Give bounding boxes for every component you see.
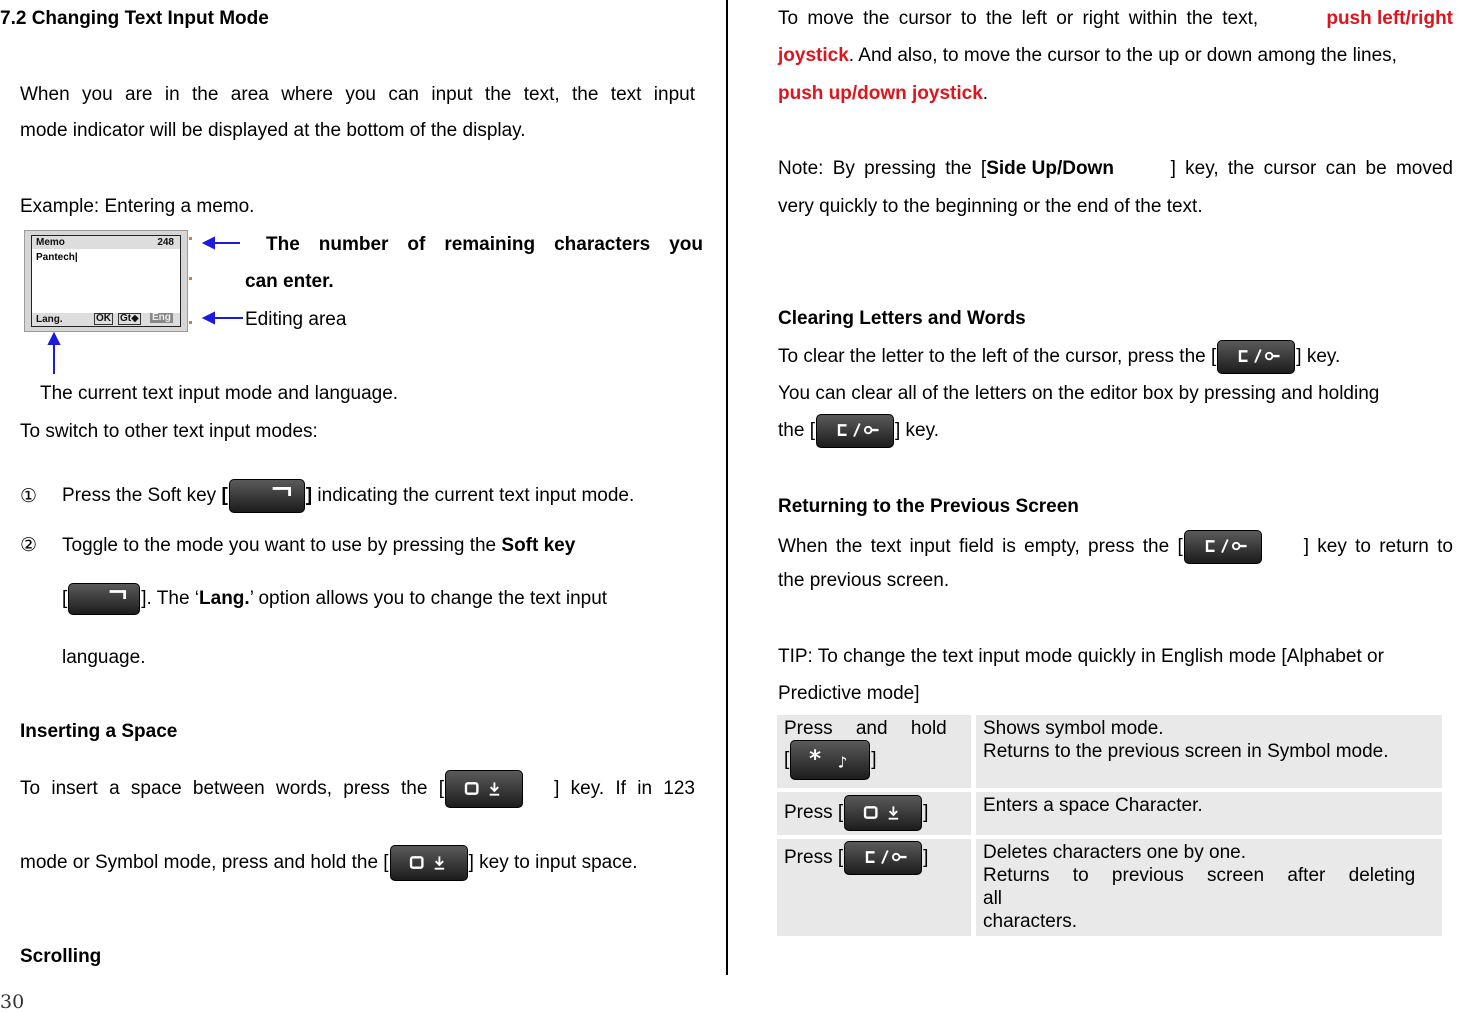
screen-title: Memo [36, 237, 65, 248]
bracket: ] [305, 485, 313, 506]
soft-key-icon [68, 583, 140, 615]
desc-text: Returns to previous screen after deleting all [983, 865, 1416, 909]
table-key-cell [777, 792, 971, 835]
screen-text: Pantech| [36, 252, 78, 263]
note-line-2: very quickly to the beginning or the end of the text. [778, 196, 1203, 217]
clear-key-icon [844, 841, 922, 875]
screen-char-count: 248 [157, 237, 174, 248]
key-pre-text: Press [ [784, 802, 844, 824]
step-2-bold: Soft key [501, 535, 576, 556]
desc-line: Deletes characters one by one. [983, 842, 1246, 863]
screen-lang-label: Lang. [36, 314, 63, 325]
space-text-end: ] key. If in 123 [554, 778, 695, 799]
space-heading: Inserting a Space [20, 721, 178, 742]
cursor-line-1 [778, 8, 1453, 30]
column-divider [726, 0, 728, 975]
page-number: 30 [0, 991, 25, 1013]
table-desc-cell [976, 792, 1442, 835]
annotation-mode: The current text input mode and language. [40, 383, 399, 404]
note-text-end: ] key, the cursor can be moved [1170, 158, 1453, 179]
note-line-1 [778, 158, 1453, 180]
cursor-text: To move the cursor to the left or right within the text, [778, 8, 1259, 29]
section-heading: 7.2 Changing Text Input Mode [0, 8, 269, 29]
step-2-line-3: language. [62, 647, 146, 668]
space-line-2 [20, 841, 638, 885]
annotation-remaining-1: The number of remaining characters you [266, 234, 703, 255]
clear-text: To clear the letter to the left of the cursor, press the [ [778, 346, 1217, 367]
bracket: [ [62, 588, 68, 609]
annotation-arrows [40, 228, 250, 378]
clear-key-icon [1184, 530, 1262, 564]
table-desc-cell [976, 839, 1442, 936]
step-2-text: ]. The ‘ [141, 588, 200, 609]
svg-text:♪: ♪ [837, 753, 848, 772]
space-key-icon [390, 845, 468, 881]
cursor-red: joystick [778, 45, 849, 66]
scroll-heading: Scrolling [20, 946, 102, 967]
step-1-text-end: indicating the current text input mode. [312, 485, 635, 506]
bracket: ] [871, 749, 877, 771]
annotation-remaining-2: can enter. [245, 271, 334, 292]
clear-line-2: You can clear all of the letters on the editor box by pressing and holding [778, 383, 1380, 404]
step-2-text-end: ’ option allows you to change the text input [249, 588, 608, 609]
return-heading: Returning to the Previous Screen [778, 496, 1079, 517]
step-1 [62, 470, 634, 522]
annotation-editing-area: Editing area [245, 309, 347, 330]
return-line-1 [778, 522, 1453, 572]
space-key-icon [844, 795, 922, 831]
step-2-line-1 [62, 535, 575, 557]
space-key-icon [445, 770, 523, 808]
table-row [777, 839, 1442, 936]
cursor-red: push up/down joystick [778, 83, 983, 104]
step-1-number: ① [20, 486, 38, 507]
key-icon-line [784, 740, 964, 780]
bracket: ] [923, 847, 929, 869]
clear-heading: Clearing Letters and Words [778, 308, 1026, 329]
desc-line: Enters a space Character. [983, 795, 1203, 816]
step-2-text: Toggle to the mode you want to use by pressing the [62, 535, 502, 556]
table-row [777, 792, 1442, 835]
desc-line [983, 864, 1435, 910]
screen-ok-label: OK [96, 313, 111, 324]
key-pre-text: Press [ [784, 847, 844, 869]
table-desc-cell [976, 715, 1442, 788]
step-2-line-2 [62, 578, 607, 620]
space-text-end: ] key to input space. [468, 852, 638, 873]
switch-intro: To switch to other text input modes: [20, 421, 318, 442]
bracket: [ [784, 749, 790, 771]
return-text: When the text input field is empty, press the [ [778, 536, 1183, 557]
lang-bold: Lang. [199, 588, 250, 609]
cursor-line-3 [778, 83, 988, 105]
screen-mode-label: Gt◆ [120, 313, 139, 324]
table-row [777, 715, 1442, 788]
key-table [772, 711, 1447, 940]
cursor-line-2 [778, 45, 1397, 67]
clear-key-icon [816, 414, 894, 448]
cursor-text: . And also, to move the cursor to the up or down among the lines, [848, 45, 1397, 66]
key-pre-line [784, 717, 964, 740]
return-line-2: the previous screen. [778, 570, 950, 591]
table-key-cell [777, 715, 971, 788]
screen-eng-label: Eng [152, 312, 171, 323]
intro-line-2: mode indicator will be displayed at the bottom of the display. [20, 120, 526, 141]
table-key-cell [777, 839, 971, 936]
cursor-text: . [982, 83, 989, 104]
step-1-text: Press the Soft key [62, 485, 222, 506]
star-key-icon [790, 740, 870, 780]
svg-text:*: * [809, 746, 822, 773]
clear-text: the [ [778, 420, 815, 441]
desc-line: characters. [983, 911, 1077, 932]
space-text: To insert a space between words, press the [ [20, 778, 444, 799]
example-label: Example: Entering a memo. [20, 196, 255, 217]
space-line-1 [20, 766, 695, 812]
space-text: mode or Symbol mode, press and hold the [ [20, 852, 389, 873]
desc-line: Returns to the previous screen in Symbol mode. [983, 741, 1389, 762]
clear-line-1 [778, 337, 1340, 377]
soft-key-icon [229, 479, 305, 513]
clear-line-3 [778, 411, 939, 451]
cursor-red: push left/right [1326, 8, 1453, 29]
bracket: ] [923, 802, 929, 824]
note-bold: Side Up/Down [986, 158, 1114, 179]
intro-line-1: When you are in the area where you can input the text, the text input [20, 84, 695, 105]
tip-line-2: Predictive mode] [778, 683, 920, 704]
step-2-number: ② [20, 535, 38, 556]
bracket: [ [221, 485, 228, 506]
key-pre-text: Press and hold [784, 718, 947, 739]
tip-line-1: TIP: To change the text input mode quickly in English mode [Alphabet or [778, 646, 1384, 667]
desc-line: Shows symbol mode. [983, 718, 1164, 739]
clear-key-icon [1217, 340, 1295, 374]
clear-text-end: ] key. [894, 420, 939, 441]
note-text: Note: By pressing the [ [778, 158, 987, 179]
return-text-end: ] key to return to [1303, 536, 1453, 557]
clear-text-end: ] key. [1296, 346, 1341, 367]
